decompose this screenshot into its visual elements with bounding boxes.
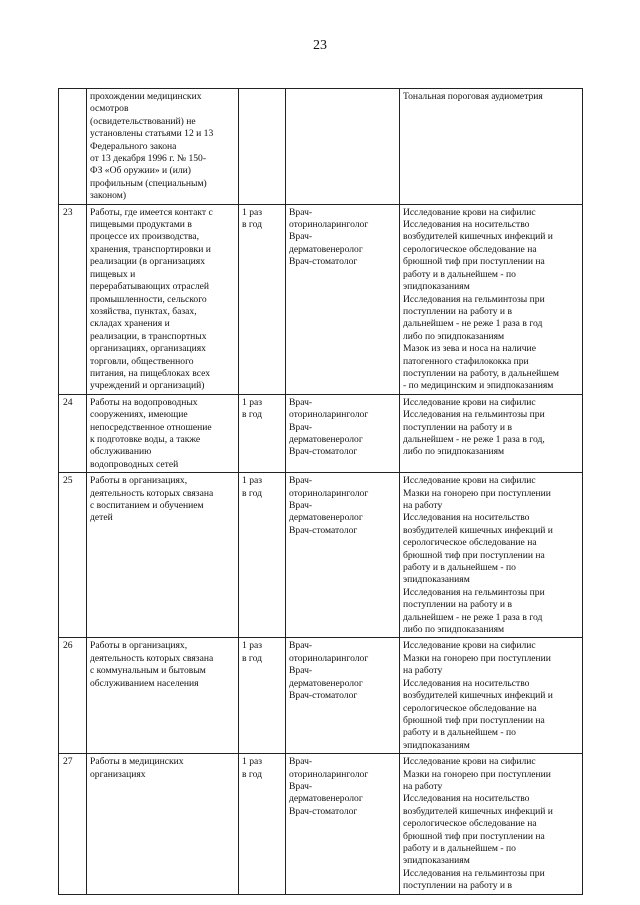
cell-text-line: складах хранения и xyxy=(90,318,170,330)
cell-text-line: дерматовенеролог xyxy=(289,677,363,689)
row-number-cell: 23 xyxy=(59,204,87,394)
cell-text-line: с коммунальным и бытовым xyxy=(90,665,206,677)
table-row xyxy=(59,204,583,394)
cell-text-line: Врач-стоматолог xyxy=(289,256,358,268)
cell-text-line: патогенного стафилококка при xyxy=(403,355,529,367)
row-number-cell xyxy=(59,89,87,205)
cell-text-line: ФЗ «Об оружии» и (или) xyxy=(90,165,191,177)
cell-text-line: Врач- xyxy=(289,231,313,243)
cell-text-line: серологическое обследование на xyxy=(403,702,537,714)
cell-text-line: перерабатывающих отраслей xyxy=(90,281,210,293)
frequency-cell xyxy=(239,204,286,394)
work-description-cell xyxy=(87,754,239,894)
cell-text-line: Работы, где имеется контакт с xyxy=(90,206,213,218)
cell-text-line: дальнейшем - не реже 1 раза в год, xyxy=(403,433,545,445)
work-description-cell xyxy=(87,89,239,205)
doctors-cell xyxy=(286,204,400,394)
cell-text-line: Федерального закона xyxy=(90,140,177,152)
cell-text-line: законом) xyxy=(90,190,127,202)
cell-text-line: к подготовке воды, а также xyxy=(90,433,201,445)
cell-text-line: возбудителей кишечных инфекций и xyxy=(403,805,553,817)
cell-text-line: Мазки на гонорею при поступлении xyxy=(403,768,551,780)
cell-text-line: Исследование крови на сифилис xyxy=(403,206,536,218)
doctors-cell xyxy=(286,394,400,472)
cell-text-line: Врач- xyxy=(289,756,313,768)
cell-text-line: сооружениях, имеющие xyxy=(90,409,188,421)
cell-text-line: организациях xyxy=(90,768,146,780)
frequency-cell xyxy=(239,473,286,638)
cell-text-line: обслуживанию xyxy=(90,446,152,458)
cell-text-line: Исследования на носительство xyxy=(403,219,530,231)
cell-text-line: в год xyxy=(242,219,263,231)
cell-text-line: поступлении на работу, в дальнейшем xyxy=(403,367,559,379)
doctors-cell xyxy=(286,473,400,638)
cell-text-line: промышленности, сельского xyxy=(90,293,207,305)
cell-text-line: Исследования на гельминтозы при xyxy=(403,586,545,598)
table-row xyxy=(59,473,583,638)
cell-text-line: оториноларинголог xyxy=(289,409,369,421)
cell-text-line: процессе их производства, xyxy=(90,231,200,243)
cell-text-line: Врач-стоматолог xyxy=(289,690,358,702)
cell-text-line: Мазки на гонорею при поступлении xyxy=(403,652,551,664)
cell-text-line: непосредственное отношение xyxy=(90,421,212,433)
cell-text-line: Врач- xyxy=(289,780,313,792)
cell-text-line: 1 раз xyxy=(242,206,263,218)
cell-text-line: Врач- xyxy=(289,665,313,677)
cell-text-line: дальнейшем - не реже 1 раза в год xyxy=(403,611,543,623)
cell-text-line: на работу xyxy=(403,780,443,792)
cell-text-line: учреждений и организаций) xyxy=(90,380,205,392)
cell-text-line: серологическое обследование на xyxy=(403,243,537,255)
cell-text-line: работу и в дальнейшем - по xyxy=(403,727,516,739)
cell-text-line: от 13 декабря 1996 г. № 150- xyxy=(90,153,207,165)
cell-text-line: оториноларинголог xyxy=(289,219,369,231)
table-row xyxy=(59,754,583,894)
tests-cell xyxy=(400,473,583,638)
work-description-cell xyxy=(87,473,239,638)
cell-text-line: Мазок из зева и носа на наличие xyxy=(403,343,536,355)
cell-text-line: в год xyxy=(242,652,263,664)
cell-text-line: поступлении на работу и в xyxy=(403,880,512,892)
cell-text-line: деятельность которых связана xyxy=(90,652,214,664)
cell-text-line: оториноларинголог xyxy=(289,487,369,499)
cell-text-line: осмотров xyxy=(90,103,129,115)
page-number: 23 xyxy=(313,38,327,53)
cell-text-line: Исследование крови на сифилис xyxy=(403,640,536,652)
cell-text-line: Работы в медицинских xyxy=(90,756,184,768)
row-number-cell: 24 xyxy=(59,394,87,472)
cell-text-line: хранения, транспортировки и xyxy=(90,243,211,255)
cell-text-line: дерматовенеролог xyxy=(289,433,363,445)
tests-cell xyxy=(400,394,583,472)
cell-text-line: торговли, общественного xyxy=(90,355,194,367)
cell-text-line: реализации, в транспортных xyxy=(90,330,207,342)
cell-text-line: Тональная пороговая аудиометрия xyxy=(403,91,543,102)
cell-text-line: 1 раз xyxy=(242,475,263,487)
cell-text-line: брюшной тиф при поступлении на xyxy=(403,549,545,561)
cell-text-line: Исследование крови на сифилис xyxy=(403,756,536,768)
cell-text-line: серологическое обследование на xyxy=(403,537,537,549)
cell-text-line: работу и в дальнейшем - по xyxy=(403,842,516,854)
cell-text-line: деятельность которых связана xyxy=(90,487,214,499)
cell-text-line: либо по эпидпоказаниям xyxy=(403,330,505,342)
cell-text-line: Исследования на гельминтозы при xyxy=(403,409,545,421)
cell-text-line: с воспитанием и обучением xyxy=(90,500,204,511)
cell-text-line: Врач- xyxy=(289,475,313,487)
cell-text-line: поступлении на работу и в xyxy=(403,599,512,611)
medical-exam-table xyxy=(58,88,583,895)
cell-text-line: в год xyxy=(242,768,263,780)
cell-text-line: профильным (специальным) xyxy=(90,177,207,189)
cell-text-line: в год xyxy=(242,487,263,499)
cell-text-line: на работу xyxy=(403,665,443,677)
cell-text-line: Врач- xyxy=(289,206,313,218)
cell-text-line: обслуживанием населения xyxy=(90,677,199,689)
cell-text-line: детей xyxy=(90,512,113,524)
doctors-cell xyxy=(286,754,400,894)
cell-text-line: пищевыми продуктами в xyxy=(90,219,192,231)
cell-text-line: возбудителей кишечных инфекций и xyxy=(403,524,553,536)
cell-text-line: брюшной тиф при поступлении на xyxy=(403,830,545,842)
cell-text-line: эпидпоказаниям xyxy=(403,574,470,586)
cell-text-line: Исследования на гельминтозы при xyxy=(403,867,545,879)
cell-text-line: серологическое обследование на xyxy=(403,818,537,830)
work-description-cell xyxy=(87,394,239,472)
cell-text-line: Работы на водопроводных xyxy=(90,396,198,408)
cell-text-line: дерматовенеролог xyxy=(289,243,363,255)
cell-text-line: Врач- xyxy=(289,640,313,652)
cell-text-line: Врач- xyxy=(289,500,313,511)
cell-text-line: прохождении медицинских xyxy=(90,91,202,102)
work-description-cell xyxy=(87,204,239,394)
table-row xyxy=(59,394,583,472)
tests-cell xyxy=(400,754,583,894)
cell-text-line: питания, на пищеблоках всех xyxy=(90,367,210,379)
cell-text-line: водопроводных сетей xyxy=(90,458,179,470)
cell-text-line: (освидетельствований) не xyxy=(90,115,196,127)
frequency-cell xyxy=(239,754,286,894)
cell-text-line: Работы в организациях, xyxy=(90,475,188,487)
cell-text-line: хозяйства, пунктах, базах, xyxy=(90,305,197,317)
cell-text-line: пищевых и xyxy=(90,268,136,280)
row-number-cell: 27 xyxy=(59,754,87,894)
cell-text-line: эпидпоказаниям xyxy=(403,281,470,293)
cell-text-line: оториноларинголог xyxy=(289,652,369,664)
cell-text-line: работу и в дальнейшем - по xyxy=(403,268,516,280)
table-body xyxy=(59,89,583,895)
cell-text-line: Врач- xyxy=(289,396,313,408)
cell-text-line: Исследования на носительство xyxy=(403,793,530,805)
tests-cell xyxy=(400,204,583,394)
cell-text-line: - по медицинским и эпидпоказаниям xyxy=(403,380,554,392)
cell-text-line: Исследования на гельминтозы при xyxy=(403,293,545,305)
cell-text-line: возбудителей кишечных инфекций и xyxy=(403,231,553,243)
cell-text-line: дерматовенеролог xyxy=(289,793,363,805)
frequency-cell xyxy=(239,394,286,472)
cell-text-line: либо по эпидпоказаниям xyxy=(403,446,505,458)
cell-text-line: организациях, организациях xyxy=(90,343,206,355)
row-number-cell: 25 xyxy=(59,473,87,638)
cell-text-line: дерматовенеролог xyxy=(289,512,363,524)
tests-cell xyxy=(400,638,583,754)
cell-text-line: эпидпоказаниям xyxy=(403,855,470,867)
cell-text-line: Врач-стоматолог xyxy=(289,805,358,817)
row-number-cell: 26 xyxy=(59,638,87,754)
cell-text-line: Врач-стоматолог xyxy=(289,446,358,458)
cell-text-line: Врач-стоматолог xyxy=(289,524,358,536)
cell-text-line: дальнейшем - не реже 1 раза в год xyxy=(403,318,543,330)
cell-text-line: Мазки на гонорею при поступлении xyxy=(403,487,551,499)
cell-text-line: Врач- xyxy=(289,421,313,433)
cell-text-line: оториноларинголог xyxy=(289,768,369,780)
cell-text-line: поступлении на работу и в xyxy=(403,305,512,317)
cell-text-line: Исследования на носительство xyxy=(403,512,530,524)
work-description-cell xyxy=(87,638,239,754)
cell-text-line: Работы в организациях, xyxy=(90,640,188,652)
tests-cell xyxy=(400,89,583,205)
cell-text-line: Исследование крови на сифилис xyxy=(403,396,536,408)
cell-text-line: работу и в дальнейшем - по xyxy=(403,562,516,574)
cell-text-line: брюшной тиф при поступлении на xyxy=(403,714,545,726)
cell-text-line: реализации (в организациях xyxy=(90,256,205,268)
cell-text-line: 1 раз xyxy=(242,756,263,768)
cell-text-line: установлены статьями 12 и 13 xyxy=(90,128,214,140)
frequency-cell xyxy=(239,89,286,205)
cell-text-line: Исследование крови на сифилис xyxy=(403,475,536,487)
cell-text-line: брюшной тиф при поступлении на xyxy=(403,256,545,268)
cell-text-line: возбудителей кишечных инфекций и xyxy=(403,690,553,702)
cell-text-line: на работу xyxy=(403,500,443,511)
cell-text-line: Исследования на носительство xyxy=(403,677,530,689)
cell-text-line: 1 раз xyxy=(242,640,263,652)
frequency-cell xyxy=(239,638,286,754)
table-row xyxy=(59,638,583,754)
cell-text-line: в год xyxy=(242,409,263,421)
doctors-cell xyxy=(286,638,400,754)
table-row xyxy=(59,89,583,205)
cell-text-line: эпидпоказаниям xyxy=(403,739,470,751)
cell-text-line: поступлении на работу и в xyxy=(403,421,512,433)
cell-text-line: 1 раз xyxy=(242,396,263,408)
cell-text-line: либо по эпидпоказаниям xyxy=(403,624,505,636)
doctors-cell xyxy=(286,89,400,205)
